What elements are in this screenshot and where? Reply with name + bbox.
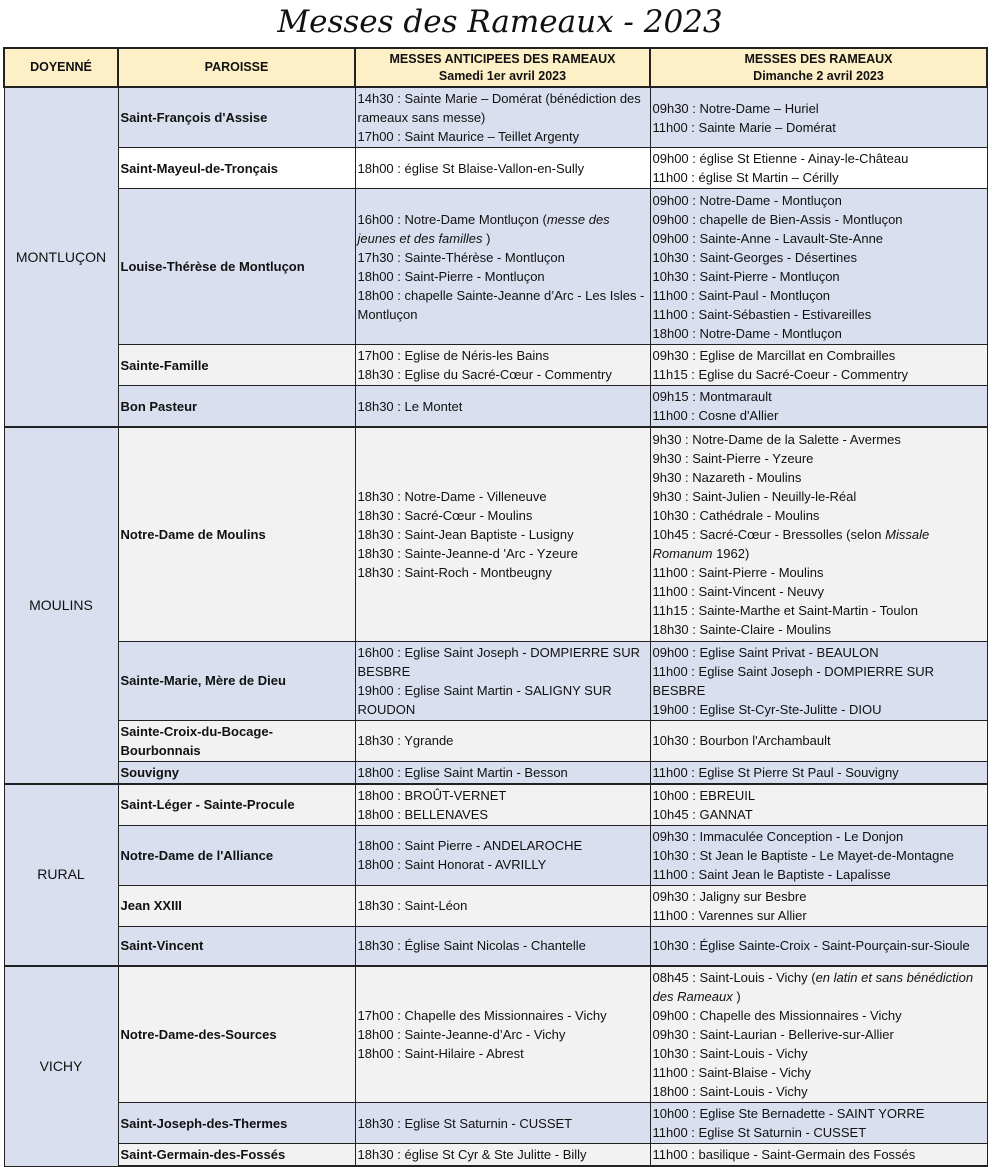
mass-entry-text: 18h30 : Saint-Léon <box>357 898 468 913</box>
mass-entry-text: 17h00 : Eglise de Néris-les Bains <box>357 348 549 363</box>
saturday-masses-cell <box>355 189 650 345</box>
mass-entry-text: 9h30 : Nazareth - Moulins <box>652 469 802 485</box>
table-row <box>4 641 987 720</box>
mass-entry-text: 18h00 : église St Blaise-Vallon-en-Sully <box>357 160 585 176</box>
mass-entry <box>653 601 985 620</box>
sunday-masses-cell <box>650 345 987 386</box>
mass-entry <box>358 248 648 267</box>
sunday-masses-cell <box>650 720 987 761</box>
mass-entry <box>358 936 648 955</box>
paroisse-cell: Sainte-Croix-du-Bocage-Bourbonnais <box>118 720 355 761</box>
sunday-masses-cell <box>650 784 987 826</box>
mass-entry <box>653 1145 985 1164</box>
paroisse-cell: Saint-Vincent <box>118 926 355 966</box>
saturday-masses-cell <box>355 1103 650 1144</box>
mass-entry-note: Missale Romanum <box>652 526 930 561</box>
mass-entry-note: en latin et sans bénédiction des Rameaux <box>652 970 974 1004</box>
saturday-masses-cell <box>355 885 650 926</box>
mass-entry-text: ) <box>482 230 491 246</box>
mass-entry <box>358 786 648 805</box>
mass-entry <box>653 99 985 118</box>
mass-entry-text: 10h30 : Saint-Pierre - Montluçon <box>652 268 840 284</box>
saturday-masses-cell <box>355 386 650 428</box>
mass-entry-text: 18h00 : Saint-Hilaire - Abrest <box>357 1046 524 1061</box>
paroisse-cell: Souvigny <box>118 761 355 784</box>
mass-entry-text: 17h00 : Chapelle des Missionnaires - Vichy <box>357 1008 607 1023</box>
mass-entry-text: 09h00 : Chapelle des Missionnaires - Vichy <box>652 1008 902 1023</box>
mass-entry-text: 09h30 : Jaligny sur Besbre <box>652 888 807 904</box>
header-sunday-date: Dimanche 2 avril 2023 <box>753 68 884 83</box>
mass-entry <box>358 210 648 248</box>
mass-entry <box>358 805 648 824</box>
paroisse-cell: Jean XXIII <box>118 885 355 926</box>
table-header <box>4 48 987 87</box>
paroisse-cell: Saint-François d'Assise <box>118 87 355 148</box>
paroisse-cell: Sainte-Famille <box>118 345 355 386</box>
mass-entry <box>653 1044 985 1063</box>
table-row <box>4 345 987 386</box>
saturday-masses-cell <box>355 148 650 189</box>
mass-entry <box>358 1145 648 1164</box>
mass-entry <box>653 1082 985 1101</box>
mass-entry-text: 09h00 : Notre-Dame - Montluçon <box>652 192 842 208</box>
mass-entry-text: 18h30 : Notre-Dame - Villeneuve <box>357 488 547 504</box>
paroisse-cell: Bon Pasteur <box>118 386 355 428</box>
mass-entry-text: 11h00 : basilique - Saint-Germain des Fossés <box>652 1147 916 1162</box>
mass-entry <box>358 544 648 563</box>
mass-entry-text: 11h00 : Varennes sur Allier <box>652 907 807 923</box>
mass-entry-text: 11h00 : Saint-Sébastien - Estivareilles <box>652 306 872 322</box>
mass-entry <box>653 805 985 824</box>
mass-entry <box>653 248 985 267</box>
mass-entry <box>358 346 648 365</box>
mass-entry-text: 09h30 : Notre-Dame – Huriel <box>652 100 819 116</box>
mass-entry <box>358 1025 648 1044</box>
mass-entry <box>653 118 985 137</box>
mass-entry <box>653 506 985 525</box>
sunday-masses-cell <box>650 148 987 189</box>
mass-entry-text: 18h00 : Sainte-Jeanne-d’Arc - Vichy <box>357 1027 566 1042</box>
mass-entry <box>358 1044 648 1063</box>
mass-entry-text: 18h00 : Notre-Dame - Montluçon <box>652 325 842 341</box>
mass-entry <box>358 731 648 750</box>
mass-entry-text: 11h00 : Cosne d'Allier <box>652 408 779 423</box>
mass-entry <box>653 786 985 805</box>
mass-entry-text: 18h30 : Le Montet <box>357 398 463 414</box>
mass-entry-text: 11h00 : Eglise Saint Joseph - DOMPIERRE SUR BESBRE <box>652 663 935 698</box>
mass-entry-text: 18h30 : Église Saint Nicolas - Chantelle <box>357 938 586 954</box>
mass-entry <box>358 1006 648 1025</box>
saturday-masses-cell <box>355 1144 650 1167</box>
table-row <box>4 926 987 966</box>
saturday-masses-cell <box>355 825 650 885</box>
mass-entry <box>653 662 985 700</box>
doyenne-cell: MONTLUÇON <box>4 87 118 427</box>
table-row <box>4 885 987 926</box>
mass-entry-text: 18h00 : Eglise Saint Martin - Besson <box>357 764 568 780</box>
mass-entry-text: 09h00 : Sainte-Anne - Lavault-Ste-Anne <box>652 230 884 246</box>
saturday-masses-cell <box>355 761 650 784</box>
header-saturday <box>355 48 650 87</box>
table-row <box>4 720 987 761</box>
mass-entry-text: 09h00 : Eglise Saint Privat - BEAULON <box>652 644 879 660</box>
mass-entry-text: 11h00 : Sainte Marie – Domérat <box>652 119 836 135</box>
mass-entry <box>653 700 985 719</box>
mass-entry-text: 9h30 : Saint-Julien - Neuilly-le-Réal <box>652 488 857 504</box>
mass-entry-text: 18h00 : Saint Honorat - AVRILLY <box>357 857 547 872</box>
saturday-masses-cell <box>355 926 650 966</box>
mass-entry-text: 11h00 : Saint-Pierre - Moulins <box>652 564 824 580</box>
mass-entry <box>653 1104 985 1123</box>
mass-entry <box>358 365 648 384</box>
mass-entry-text: 18h30 : Eglise du Sacré-Cœur - Commentry <box>357 367 612 382</box>
table-row <box>4 966 987 1103</box>
mass-entry-text: 18h00 : Saint-Louis - Vichy <box>652 1084 808 1099</box>
mass-entry-text: 10h00 : Eglise Ste Bernadette - SAINT YORRE <box>652 1106 925 1121</box>
mass-entry <box>358 159 648 178</box>
mass-entry <box>653 229 985 248</box>
mass-entry <box>653 267 985 286</box>
mass-entry <box>653 563 985 582</box>
mass-entry <box>358 127 648 146</box>
sunday-masses-cell <box>650 1103 987 1144</box>
mass-entry <box>653 525 985 563</box>
mass-entry <box>358 506 648 525</box>
header-paroisse: PAROISSE <box>118 48 355 87</box>
mass-entry-text: 10h45 : GANNAT <box>652 806 753 822</box>
saturday-masses-cell <box>355 784 650 826</box>
mass-entry-text: 18h30 : Eglise St Saturnin - CUSSET <box>357 1115 573 1131</box>
mass-entry-text: 09h30 : Eglise de Marcillat en Combrailles <box>652 348 896 363</box>
mass-entry <box>653 406 985 425</box>
mass-entry <box>358 267 648 286</box>
mass-entry <box>653 365 985 384</box>
mass-entry-text: 11h00 : Eglise St Saturnin - CUSSET <box>652 1125 867 1140</box>
header-doyenne: DOYENNÉ <box>4 48 118 87</box>
paroisse-cell: Louise-Thérèse de Montluçon <box>118 189 355 345</box>
sunday-masses-cell <box>650 926 987 966</box>
mass-entry-text: 09h00 : église St Etienne - Ainay-le-Château <box>652 151 909 166</box>
mass-entry <box>653 936 985 955</box>
mass-entry-text: 10h30 : St Jean le Baptiste - Le Mayet-de-Montagne <box>652 847 954 863</box>
mass-entry <box>358 855 648 874</box>
mass-entry-text: 9h30 : Saint-Pierre - Yzeure <box>652 450 814 466</box>
header-sunday <box>650 48 987 87</box>
mass-entry <box>653 1006 985 1025</box>
paroisse-cell: Saint-Joseph-des-Thermes <box>118 1103 355 1144</box>
mass-entry <box>653 449 985 468</box>
paroisse-cell: Sainte-Marie, Mère de Dieu <box>118 641 355 720</box>
mass-entry-text: 18h30 : Sainte-Jeanne-d 'Arc - Yzeure <box>357 545 578 561</box>
mass-entry <box>653 906 985 925</box>
mass-entry <box>358 836 648 855</box>
paroisse-cell: Notre-Dame-des-Sources <box>118 966 355 1103</box>
mass-entry <box>653 1025 985 1044</box>
mass-entry <box>653 620 985 639</box>
mass-entry <box>358 487 648 506</box>
table-row <box>4 784 987 826</box>
mass-entry <box>653 387 985 406</box>
mass-entry <box>358 89 648 127</box>
mass-entry <box>653 346 985 365</box>
mass-entry <box>653 865 985 884</box>
mass-entry-text: 09h15 : Montmarault <box>652 389 772 404</box>
mass-entry-text: 17h30 : Sainte-Thérèse - Montluçon <box>357 249 565 265</box>
saturday-masses-cell <box>355 345 650 386</box>
page-title: Messes des Rameaux - 2023 <box>277 4 723 40</box>
mass-entry-text: 17h00 : Saint Maurice – Teillet Argenty <box>357 129 580 144</box>
mass-entry-text: 18h00 : Saint Pierre - ANDELAROCHE <box>357 838 583 853</box>
mass-entry <box>653 168 985 187</box>
schedule-table <box>3 47 988 1167</box>
mass-entry-text: 10h30 : Saint-Louis - Vichy <box>652 1046 808 1061</box>
mass-entry <box>653 846 985 865</box>
table-row <box>4 1103 987 1144</box>
sunday-masses-cell <box>650 87 987 148</box>
mass-entry <box>653 827 985 846</box>
table-row <box>4 189 987 345</box>
saturday-masses-cell <box>355 966 650 1103</box>
mass-entry <box>653 210 985 229</box>
mass-entry-text: ) <box>732 989 741 1004</box>
mass-entry-text: 10h00 : EBREUIL <box>652 787 756 803</box>
mass-entry <box>653 1123 985 1142</box>
saturday-masses-cell <box>355 427 650 641</box>
mass-entry <box>653 286 985 305</box>
mass-entry-text: 08h45 : Saint-Louis - Vichy ( <box>652 970 816 985</box>
mass-entry <box>653 191 985 210</box>
sunday-masses-cell <box>650 189 987 345</box>
sunday-masses-cell <box>650 641 987 720</box>
mass-entry-text: 10h30 : Église Sainte-Croix - Saint-Pourçain-sur-Sioule <box>652 938 970 954</box>
mass-entry <box>358 525 648 544</box>
mass-entry-note: messe des jeunes et des familles <box>357 211 610 246</box>
mass-entry-text: 18h30 : Sainte-Claire - Moulins <box>652 621 831 637</box>
mass-entry <box>358 681 648 719</box>
table-row <box>4 148 987 189</box>
doyenne-cell: MOULINS <box>4 427 118 784</box>
paroisse-cell: Saint-Léger - Sainte-Procule <box>118 784 355 826</box>
mass-entry-text: 19h00 : Eglise St-Cyr-Ste-Julitte - DIOU <box>652 701 882 717</box>
header-saturday-title: MESSES ANTICIPEES DES RAMEAUX <box>389 51 616 66</box>
mass-entry-text: 11h00 : Saint-Blaise - Vichy <box>652 1065 811 1080</box>
mass-entry <box>358 286 648 324</box>
mass-entry <box>358 397 648 416</box>
mass-entry-text: 18h00 : Saint-Pierre - Montluçon <box>357 268 545 284</box>
mass-entry <box>653 305 985 324</box>
paroisse-cell: Saint-Mayeul-de-Tronçais <box>118 148 355 189</box>
mass-entry-text: 11h00 : Eglise St Pierre St Paul - Souvigny <box>652 764 899 780</box>
table-row <box>4 1144 987 1167</box>
mass-entry-text: 18h30 : Saint-Roch - Montbeugny <box>357 564 552 580</box>
sunday-masses-cell <box>650 386 987 428</box>
paroisse-cell: Saint-Germain-des-Fossés <box>118 1144 355 1167</box>
mass-entry <box>358 763 648 782</box>
doyenne-cell: VICHY <box>4 966 118 1166</box>
mass-entry-text: 10h30 : Cathédrale - Moulins <box>652 507 820 523</box>
header-sunday-title: MESSES DES RAMEAUX <box>744 51 893 66</box>
sunday-masses-cell <box>650 1144 987 1167</box>
table-row <box>4 87 987 148</box>
mass-entry-text: 11h00 : Saint Jean le Baptiste - Lapalisse <box>652 866 891 882</box>
mass-entry-text: 11h00 : église St Martin – Cérilly <box>652 170 839 185</box>
sunday-masses-cell <box>650 825 987 885</box>
mass-entry <box>653 731 985 750</box>
table-row <box>4 386 987 428</box>
mass-entry <box>653 468 985 487</box>
mass-entry <box>653 324 985 343</box>
mass-entry-text: 10h45 : Sacré-Cœur - Bressolles (selon <box>652 526 886 542</box>
mass-entry-text: 19h00 : Eglise Saint Martin - SALIGNY SUR ROUDON <box>357 682 612 717</box>
mass-entry-text: 11h00 : Saint-Vincent - Neuvy <box>652 583 825 599</box>
mass-entry-text: 18h30 : Sacré-Cœur - Moulins <box>357 507 533 523</box>
header-saturday-date: Samedi 1er avril 2023 <box>438 68 567 83</box>
table-row <box>4 761 987 784</box>
saturday-masses-cell <box>355 720 650 761</box>
sunday-masses-cell <box>650 966 987 1103</box>
mass-entry <box>358 1114 648 1133</box>
mass-entry-text: 9h30 : Notre-Dame de la Salette - Avermes <box>652 431 901 447</box>
mass-entry-text: 1962) <box>712 545 750 561</box>
mass-entry-text: 10h30 : Saint-Georges - Désertines <box>652 249 857 265</box>
mass-entry <box>358 896 648 915</box>
mass-entry <box>653 968 985 1006</box>
mass-entry <box>653 149 985 168</box>
mass-entry-text: 09h30 : Immaculée Conception - Le Donjon <box>652 828 904 844</box>
doyenne-cell: RURAL <box>4 784 118 967</box>
saturday-masses-cell <box>355 87 650 148</box>
paroisse-cell: Notre-Dame de Moulins <box>118 427 355 641</box>
mass-entry <box>653 643 985 662</box>
mass-entry-text: 18h00 : chapelle Sainte-Jeanne d’Arc - Les Isles - Montluçon <box>357 287 645 322</box>
mass-entry-text: 10h30 : Bourbon l'Archambault <box>652 733 831 748</box>
mass-entry-text: 09h00 : chapelle de Bien-Assis - Montluçon <box>652 211 903 227</box>
mass-entry <box>653 430 985 449</box>
mass-entry-text: 16h00 : Notre-Dame Montluçon ( <box>357 211 547 227</box>
mass-entry <box>358 643 648 681</box>
mass-entry-text: 14h30 : Sainte Marie – Domérat (bénédiction des rameaux sans messe) <box>357 91 641 125</box>
mass-entry-text: 11h15 : Eglise du Sacré-Coeur - Commentry <box>652 367 909 382</box>
mass-entry-text: 18h00 : BELLENAVES <box>357 806 489 822</box>
mass-entry-text: 18h30 : Saint-Jean Baptiste - Lusigny <box>357 526 574 542</box>
sunday-masses-cell <box>650 761 987 784</box>
mass-entry <box>653 763 985 782</box>
table-row <box>4 825 987 885</box>
mass-entry-text: 18h00 : BROÛT-VERNET <box>357 787 507 803</box>
mass-entry-text: 18h30 : Ygrande <box>357 733 454 748</box>
table-body <box>4 87 987 1166</box>
saturday-masses-cell <box>355 641 650 720</box>
mass-entry-text: 16h00 : Eglise Saint Joseph - DOMPIERRE SUR BESBRE <box>357 644 641 679</box>
sunday-masses-cell <box>650 885 987 926</box>
mass-entry-text: 11h00 : Saint-Paul - Montluçon <box>652 287 831 303</box>
table-row <box>4 427 987 641</box>
mass-entry-text: 09h30 : Saint-Laurian - Bellerive-sur-Allier <box>652 1027 894 1042</box>
mass-entry <box>653 887 985 906</box>
mass-entry <box>653 1063 985 1082</box>
mass-entry <box>358 563 648 582</box>
sunday-masses-cell <box>650 427 987 641</box>
mass-entry-text: 11h15 : Sainte-Marthe et Saint-Martin - Toulon <box>652 602 918 618</box>
mass-entry-text: 18h30 : église St Cyr & Ste Julitte - Billy <box>357 1147 587 1162</box>
mass-entry <box>653 487 985 506</box>
mass-entry <box>653 582 985 601</box>
paroisse-cell: Notre-Dame de l'Alliance <box>118 825 355 885</box>
